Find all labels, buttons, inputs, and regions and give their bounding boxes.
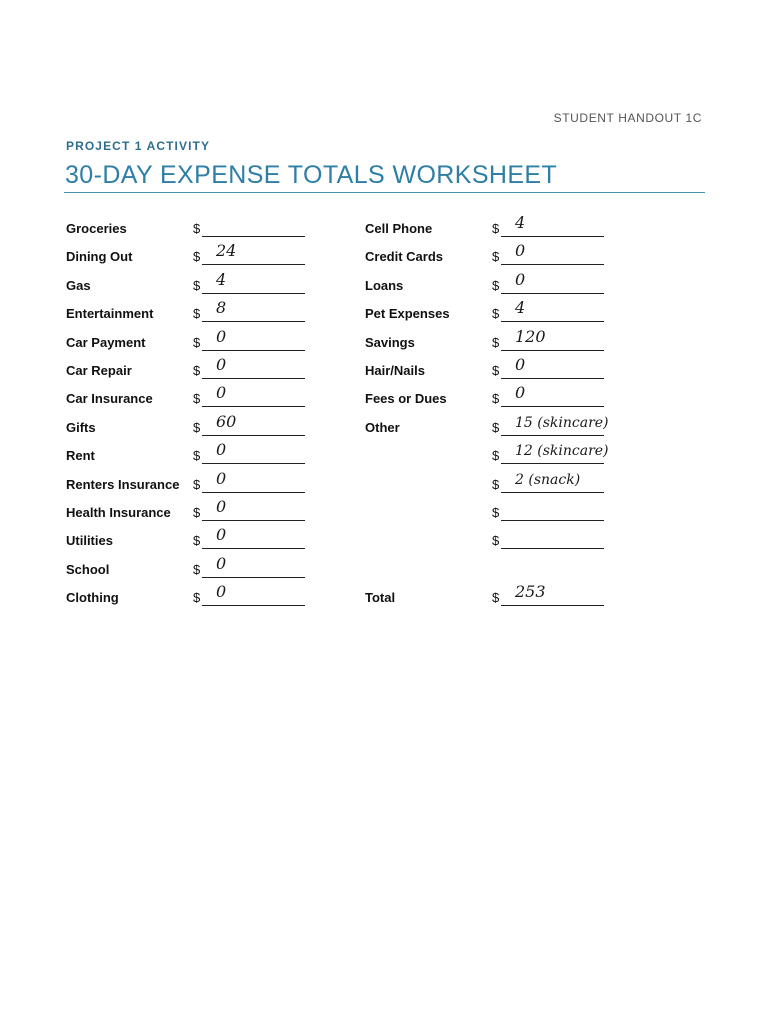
left-expense-column [66,221,326,618]
blank-line [501,548,604,549]
blank-line [501,520,604,521]
dollar-sign: $ [492,334,500,350]
expense-row-credit-cards [365,241,625,277]
blank-line [202,378,305,379]
expense-label: Car Insurance [66,391,153,407]
blank-line [501,605,604,606]
handwritten-amount[interactable]: 0 [216,582,227,602]
dollar-sign: $ [193,561,201,577]
handwritten-amount[interactable]: 0 [515,383,526,403]
handwritten-amount[interactable]: 15 (skincare) [515,414,609,431]
spacer-row [365,562,625,590]
expense-row-gas [66,269,326,306]
expense-label: Entertainment [66,306,154,322]
dollar-sign: $ [193,448,201,464]
expense-row-renters-insurance [66,468,326,505]
blank-line [202,264,305,265]
blank-line [501,435,604,436]
right-expense-column [365,213,625,618]
expense-label: School [66,561,110,577]
expense-row-loans [365,269,625,306]
handwritten-amount[interactable]: 4 [515,298,526,318]
handwritten-amount[interactable]: 0 [515,354,526,374]
dollar-sign: $ [193,334,201,350]
handwritten-amount[interactable]: 24 [216,241,237,261]
blank-line [501,378,604,379]
dollar-sign: $ [193,249,201,265]
expense-label: Utilities [66,533,113,549]
dollar-sign: $ [193,476,201,492]
expense-label: Clothing [66,590,119,606]
dollar-sign: $ [492,391,500,407]
dollar-sign: $ [193,391,201,407]
expense-row-savings [365,326,625,363]
handwritten-amount[interactable]: 8 [216,298,227,318]
expense-label: Pet Expenses [365,306,450,322]
blank-line [202,406,305,407]
handwritten-amount[interactable]: 120 [515,326,546,346]
expense-row-other-5 [365,533,625,561]
dollar-sign: $ [193,419,201,435]
expense-label: Hair/Nails [365,362,425,378]
page-title: 30-DAY EXPENSE TOTALS WORKSHEET [65,161,558,189]
blank-line [202,321,305,322]
expense-label: Rent [66,448,95,464]
handwritten-amount[interactable]: 0 [216,525,227,545]
blank-line [202,492,305,493]
dollar-sign: $ [193,306,201,322]
dollar-sign: $ [492,533,500,549]
dollar-sign: $ [492,504,500,520]
expense-row-health-insurance [66,496,326,533]
handwritten-amount[interactable]: 2 (snack) [515,471,581,488]
expense-label: Savings [365,334,415,350]
title-rule [64,192,705,193]
expense-label: Renters Insurance [66,476,180,492]
dollar-sign: $ [492,448,500,464]
dollar-sign: $ [492,277,500,293]
handwritten-amount[interactable]: 0 [216,440,227,460]
expense-label: Credit Cards [365,249,444,265]
blank-line [202,435,305,436]
expense-row-total [365,582,625,618]
handwritten-amount[interactable]: 0 [216,496,227,516]
handwritten-amount[interactable]: 0 [216,553,227,573]
expense-row-rent [66,440,326,476]
expense-label: Loans [365,277,404,293]
blank-line [202,548,305,549]
dollar-sign: $ [492,362,500,378]
blank-line [202,577,305,578]
dollar-sign: $ [492,476,500,492]
dollar-sign: $ [193,362,201,378]
expense-row-groceries [66,221,326,249]
expense-row-utilities [66,525,326,561]
expense-row-gifts [66,411,326,448]
handwritten-amount[interactable]: 0 [216,354,227,374]
dollar-sign: $ [193,504,201,520]
dollar-sign: $ [492,249,500,265]
expense-row-hair-nails [365,354,625,391]
blank-line [501,236,604,237]
blank-line [501,293,604,294]
blank-line [202,350,305,351]
expense-row-clothing [66,582,326,618]
expense-row-other-4 [365,505,625,533]
handout-label: STUDENT HANDOUT 1C [553,111,702,125]
blank-line [501,350,604,351]
handwritten-amount[interactable]: 0 [515,241,526,261]
dollar-sign: $ [492,590,500,606]
blank-line [501,492,604,493]
expense-label: Other [365,419,400,435]
dollar-sign: $ [193,590,201,606]
expense-row-cell-phone [365,213,625,249]
blank-line [202,463,305,464]
expense-label: Dining Out [66,249,133,265]
dollar-sign: $ [492,419,500,435]
handwritten-amount[interactable]: 12 (skincare) [515,443,609,460]
handwritten-amount[interactable]: 4 [515,213,526,232]
expense-label: Gifts [66,419,96,435]
expense-row-pet-expenses [365,298,625,334]
expense-label: Car Repair [66,362,132,378]
expense-row-school [66,553,326,590]
expense-row-dining-out [66,241,326,277]
expense-label: Health Insurance [66,504,171,520]
expense-row-other-3 [365,471,625,505]
blank-line [501,264,604,265]
expense-label: Fees or Dues [365,391,447,407]
handwritten-amount[interactable]: 4 [216,269,227,289]
blank-line [501,463,604,464]
dollar-sign: $ [492,221,500,236]
blank-line [202,236,305,237]
blank-line [501,406,604,407]
expense-label: Groceries [66,221,127,236]
dollar-sign: $ [193,277,201,293]
handwritten-amount[interactable]: 0 [216,383,227,403]
handwritten-total[interactable]: 253 [515,582,546,602]
dollar-sign: $ [193,221,201,236]
expense-label: Cell Phone [365,221,433,236]
dollar-sign: $ [193,533,201,549]
blank-line [202,520,305,521]
blank-line [202,293,305,294]
dollar-sign: $ [492,306,500,322]
expense-row-entertainment [66,298,326,334]
total-label: Total [365,590,396,606]
expense-label: Gas [66,277,91,293]
blank-line [202,605,305,606]
blank-line [501,321,604,322]
expense-label: Car Payment [66,334,146,350]
expense-row-other-2 [365,443,625,476]
handwritten-amount[interactable]: 0 [216,326,227,346]
expense-row-car-insurance [66,383,326,419]
activity-kicker: PROJECT 1 ACTIVITY [66,139,211,153]
handwritten-amount[interactable]: 0 [216,468,227,488]
expense-row-car-payment [66,326,326,363]
expense-row-car-repair [66,354,326,391]
handwritten-amount[interactable]: 0 [515,269,526,289]
handwritten-amount[interactable]: 60 [216,411,237,431]
